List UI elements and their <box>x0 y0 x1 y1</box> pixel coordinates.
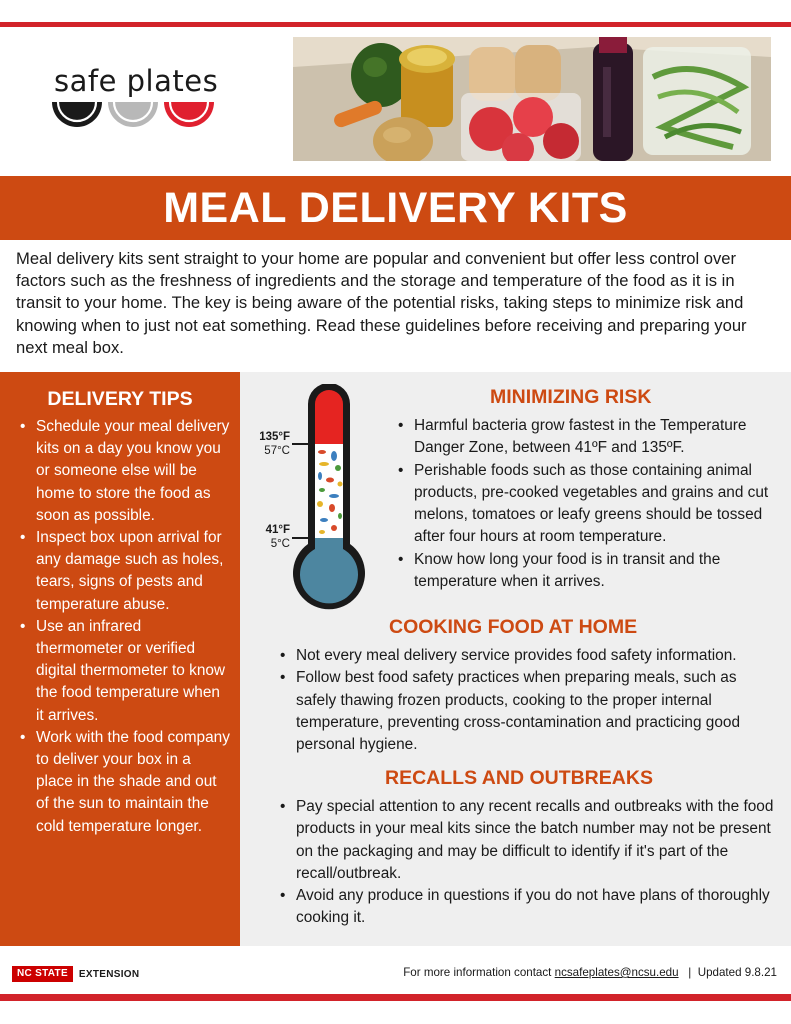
top-red-rule <box>0 22 791 27</box>
cooking-list <box>278 645 776 756</box>
list-item: • Schedule your meal delivery kits on a day you know you or someone else will be home to store the food as soon as possible. <box>20 416 230 527</box>
thermo-lower-f: 41°F <box>265 524 290 536</box>
footer-contact <box>403 966 777 979</box>
updated-date: Updated 9.8.21 <box>697 966 777 979</box>
meal-kit-photo <box>293 37 771 161</box>
list-item: • Work with the food company to deliver your box in a place in the shade and out of the sun to maintain the cold temperature longer. <box>20 727 230 838</box>
list-item: • Pay special attention to any recent recalls and outbreaks with the food products in your meal kits since the batch number may not be present on the packaging and may be difficult to identify if it's part of the recall/outbreak. <box>278 796 776 885</box>
list-item: • Inspect box upon arrival for any damage such as holes, tears, signs of pests and temperature abuse. <box>20 527 230 616</box>
plates-icon <box>50 98 220 138</box>
safe-plates-logo <box>50 64 230 136</box>
minimizing-risk-heading: MINIMIZING RISK <box>490 386 652 408</box>
cooking-heading: COOKING FOOD AT HOME <box>389 616 638 638</box>
footer-info-prefix: For more information contact <box>403 966 552 979</box>
logo-wordmark: safe plates <box>54 64 219 98</box>
title-band <box>0 176 791 240</box>
page-title: MEAL DELIVERY KITS <box>163 183 628 232</box>
nc-state-extension-logo <box>12 966 139 982</box>
thermo-upper-f: 135°F <box>259 431 290 443</box>
list-item: • Know how long your food is in transit and the temperature when it arrives. <box>396 549 776 594</box>
extension-wordmark: EXTENSION <box>78 968 140 980</box>
list-item: • Avoid any produce in questions if you do not have plans of thoroughly cooking it. <box>278 885 776 930</box>
recalls-heading: RECALLS AND OUTBREAKS <box>385 767 653 789</box>
thermo-lower-c: 5°C <box>270 538 290 550</box>
delivery-tips-heading: DELIVERY TIPS <box>47 388 193 410</box>
list-item: • Follow best food safety practices when preparing meals, such as safely thawing frozen products, cooking to the proper internal temperature, preventing cross-contamination and practicing good personal hygiene. <box>278 667 776 756</box>
list-item: • Perishable foods such as those containing animal products, pre-cooked vegetables and grains and cut melons, tomatoes or leafy greens should be tossed after four hours at room temperature. <box>396 460 776 549</box>
nc-state-wordmark: NC STATE <box>12 966 73 982</box>
recalls-list <box>278 796 776 930</box>
bottom-red-rule <box>0 994 791 1001</box>
footer-separator: | <box>688 966 692 979</box>
thermo-upper-c: 57°C <box>264 445 290 457</box>
list-item: • Not every meal delivery service provides food safety information. <box>278 645 776 667</box>
email-link[interactable]: ncsafeplates@ncsu.edu <box>554 966 679 979</box>
delivery-tips-panel <box>0 372 240 946</box>
list-item: • Harmful bacteria grow fastest in the Temperature Danger Zone, between 41ºF and 135ºF. <box>396 415 776 460</box>
delivery-tips-list <box>20 416 230 838</box>
list-item: • Use an infrared thermometer or verified digital thermometer to know the food temperature when it arrives. <box>20 616 230 727</box>
minimizing-risk-list <box>396 415 776 593</box>
thermometer-icon <box>252 384 372 614</box>
intro-paragraph: Meal delivery kits sent straight to your home are popular and convenient but offer less control over factors such as the freshness of ingredients and the storage and temperature of the food as it is in transit to your home. The key is being aware of the potential risks, taking steps to minimize risk and knowing when to just not eat something. Read these guidelines before receiving and preparing your next meal box. <box>16 249 747 357</box>
